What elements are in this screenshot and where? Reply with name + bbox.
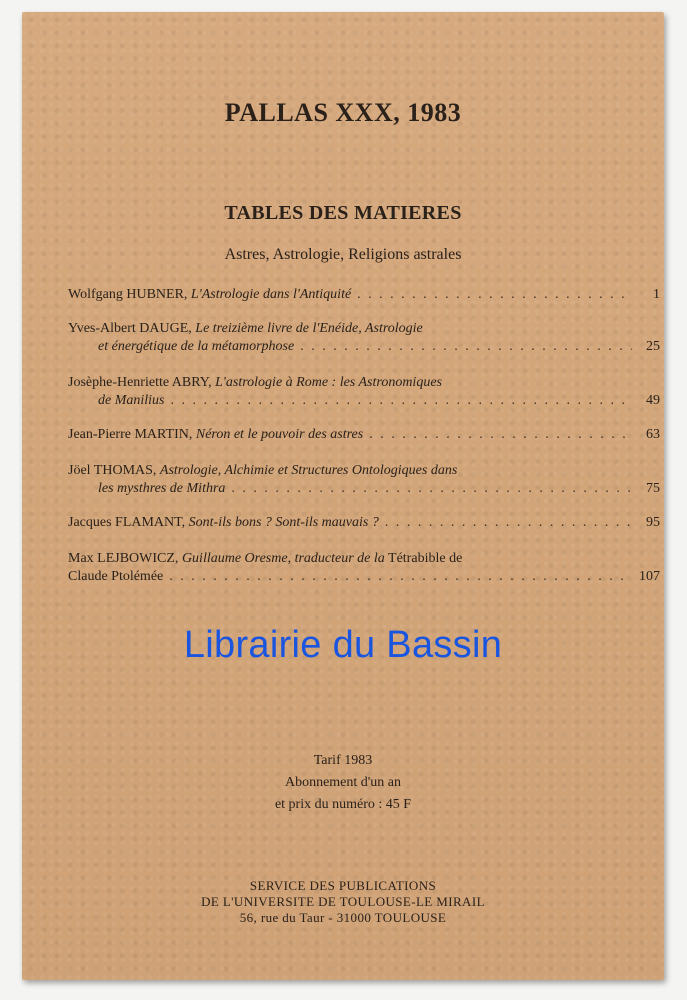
book-back-cover [22, 12, 664, 980]
entry-title-end: de [449, 551, 463, 566]
toc-entry [68, 286, 660, 304]
entry-page: 63 [646, 427, 660, 442]
entry-title: L'Astrologie dans l'Antiquité [190, 287, 352, 302]
publisher-address: 56, rue du Taur - 31000 TOULOUSE [239, 910, 447, 925]
entry-page: 1 [653, 287, 660, 302]
toc-entry [68, 550, 660, 586]
toc-entry [68, 374, 660, 410]
entry-author: Yves-Albert DAUGE, [68, 321, 192, 336]
toc-entry [68, 426, 660, 444]
entry-author: Jöel THOMAS, [68, 463, 157, 478]
leader-dots [231, 480, 632, 498]
toc-subheading: Astres, Astrologie, Religions astrales [224, 246, 462, 263]
leader-dots [300, 338, 632, 356]
leader-dots [357, 286, 632, 304]
entry-title: Sont-ils bons ? Sont-ils mauvais ? [188, 515, 379, 530]
entry-title: Néron et le pouvoir des astres [195, 427, 364, 442]
entry-title: L'astrologie à Rome : les Astronomiques [215, 375, 442, 390]
entry-title-book: Tétrabible [388, 551, 446, 566]
entry-author: Jacques FLAMANT, [68, 515, 186, 530]
toc-entry [68, 462, 660, 498]
leader-dots [169, 568, 632, 586]
publisher-block [22, 878, 664, 926]
entry-author: Jean-Pierre MARTIN, [68, 427, 193, 442]
entry-page: 49 [646, 393, 660, 408]
entry-page: 107 [639, 569, 660, 584]
leader-dots [369, 426, 632, 444]
leader-dots [385, 514, 632, 532]
entry-title: Le treizième livre de l'Enéide, Astrologie [195, 321, 423, 336]
entry-author: Josèphe-Henriette ABRY, [68, 375, 212, 390]
entry-page: 75 [646, 481, 660, 496]
toc-entry [68, 320, 660, 356]
entry-title-continued: de Manilius [98, 393, 165, 408]
entry-title: Guillaume Oresme, traducteur de la [181, 551, 385, 566]
journal-title: PALLAS XXX, 1983 [224, 98, 462, 127]
entry-title: Astrologie, Alchimie et Structures Ontologiques dans [159, 463, 458, 478]
entry-author: Max LEJBOWICZ, [68, 551, 179, 566]
entry-page: 25 [646, 339, 660, 354]
tarif-line: Abonnement d'un an [284, 775, 402, 790]
toc-heading: TABLES DES MATIERES [224, 202, 462, 224]
entry-title-continued: et énergétique de la métamorphose [98, 339, 295, 354]
tarif-block [22, 750, 664, 816]
publisher-line: SERVICE DES PUBLICATIONS [249, 878, 437, 893]
entry-author: Wolfgang HUBNER, [68, 287, 188, 302]
entry-title-continued: Claude Ptolémée [68, 569, 164, 584]
watermark-text: Librairie du Bassin [183, 624, 503, 666]
entry-title-continued: les mysthres de Mithra [98, 481, 226, 496]
tarif-line: et prix du numéro : 45 F [274, 797, 412, 812]
tarif-line: Tarif 1983 [313, 753, 373, 768]
publisher-line: DE L'UNIVERSITE DE TOULOUSE-LE MIRAIL [201, 894, 485, 909]
entry-page: 95 [646, 515, 660, 530]
leader-dots [171, 392, 633, 410]
toc-entry [68, 514, 660, 532]
